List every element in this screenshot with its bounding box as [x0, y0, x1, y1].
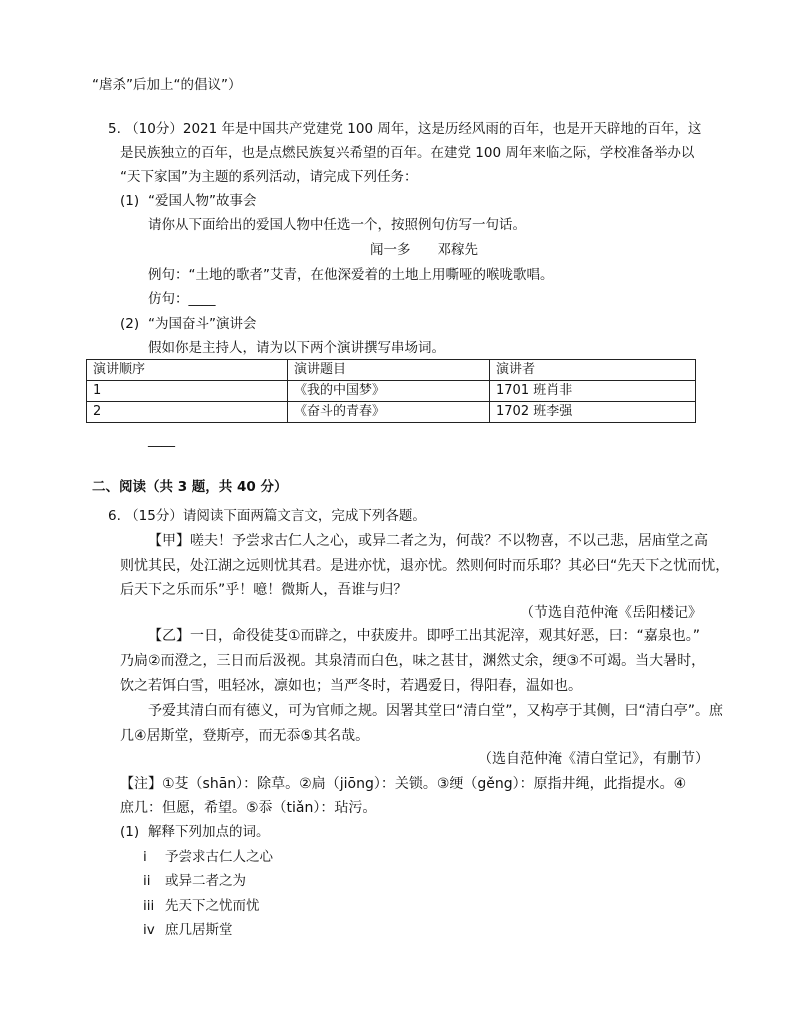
q6-intro: 6. （15分）请阅读下面两篇文言文，完成下列各题。	[108, 508, 426, 524]
table-row	[87, 381, 696, 402]
table-header-cell: 演讲者	[490, 360, 696, 381]
passage-jia-line-2: 则忧其民，处江湖之远则忧其君。是进亦忧，退亦忧。然则何时而乐耶？其必曰“先天下之忧而忧，	[120, 558, 730, 574]
annotation-line-2: 庶几：但愿，希望。⑤忝（tiǎn）：玷污。	[120, 800, 377, 816]
passage-yi-line-2: 乃扃②而澄之，三日而后汲视。其泉清而白色，味之甚甘，渊然丈余，绠③不可竭。当大暑时，	[120, 653, 706, 669]
table-cell: 《我的中国梦》	[288, 381, 490, 402]
passage-jia-line-3: 后天下之乐而乐”乎！噫！微斯人，吾谁与归？	[120, 582, 408, 598]
q5-sub1-title: “爱国人物”故事会	[148, 193, 257, 209]
passage-jia-line-1: 【甲】嗟夫！予尝求古仁人之心，或异二者之为，何哉？不以物喜，不以己悲，居庙堂之高	[148, 533, 708, 549]
q5-sub1-number: (1)	[120, 193, 140, 209]
vocab-item-text: 或异二者之为	[165, 873, 246, 889]
passage-yi-line-1: 【乙】一日，命役徒芟①而辟之，中获废井。即呼工出其泥滓，观其好恶，曰：“嘉泉也。”	[148, 628, 701, 644]
q6-sub1-number: (1)	[120, 824, 140, 840]
vocab-item-text: 庶几居斯堂	[165, 922, 233, 938]
table-cell: 2	[87, 402, 288, 423]
table-header-cell: 演讲顺序	[87, 360, 288, 381]
q5-stem-line-1: 5. （10分）2021 年是中国共产党建党 100 周年，这是历经风雨的百年，也是开天辟地的百年，这	[108, 121, 702, 137]
q5-sub2-instruction: 假如你是主持人，请为以下两个演讲撰写串场词。	[148, 340, 445, 356]
table-cell: 《奋斗的青春》	[288, 402, 490, 423]
vocab-item-numeral: iii	[143, 898, 155, 914]
q5-sub2-number: (2)	[120, 316, 140, 332]
table-cell: 1701 班肖非	[490, 381, 696, 402]
passage-yi-source: （选自范仲淹《清白堂记》，有删节）	[478, 751, 709, 767]
vocab-item-text: 予尝求古仁人之心	[165, 849, 273, 865]
table-cell: 1	[87, 381, 288, 402]
section-heading: 二、阅读（共 3 题，共 40 分）	[92, 479, 288, 495]
q5-sub1-instruction: 请你从下面给出的爱国人物中任选一个，按照例句仿写一句话。	[148, 217, 526, 233]
annotation-line-1: 【注】①芟（shān）：除草。②扃（jiōng）：关锁。③绠（gěng）：原指井绳，此指提水。④	[120, 776, 687, 792]
q5-patriot-names: 闻一多 邓稼先	[370, 242, 478, 258]
passage-yi-line-4: 予爱其清白而有德义，可为官师之规。因署其堂曰“清白堂”，又构亭于其侧，曰“清白亭”。庶	[148, 703, 724, 719]
q5-stem-line-2: 是民族独立的百年，也是点燃民族复兴希望的百年。在建党 100 周年来临之际，学校准备举办以	[120, 145, 695, 161]
previous-question-tail: “虐杀”后加上“的倡议”）	[92, 77, 242, 93]
q5-answer-blank: ____	[148, 432, 175, 448]
passage-jia-source: （节选自范仲淹《岳阳楼记》	[520, 605, 702, 621]
q5-sub2-title: “为国奋斗”演讲会	[148, 316, 257, 332]
q5-stem-line-3: “天下家国”为主题的系列活动，请完成下列任务：	[120, 169, 418, 185]
vocab-item-numeral: iv	[143, 922, 155, 938]
table-header-cell: 演讲题目	[288, 360, 490, 381]
speech-schedule-table	[86, 359, 696, 423]
vocab-item-text: 先天下之忧而忧	[165, 898, 260, 914]
q5-example-sentence: 例句：“土地的歌者”艾青，在他深爱着的土地上用嘶哑的喉咙歌唱。	[148, 267, 554, 283]
passage-yi-line-3: 饮之若饵白雪，咀轻冰，凛如也；当严冬时，若遇爱日，得阳春，温如也。	[120, 678, 582, 694]
table-cell: 1702 班李强	[490, 402, 696, 423]
vocab-item-numeral: i	[143, 849, 147, 865]
table-header-row	[87, 360, 696, 381]
passage-yi-line-5: 几④居斯堂，登斯亭，而无忝⑤其名哉。	[120, 728, 370, 744]
table-row	[87, 402, 696, 423]
q6-sub1-text: 解释下列加点的词。	[148, 824, 270, 840]
q5-imitation-blank: 仿句：____	[148, 291, 216, 307]
vocab-item-numeral: ii	[143, 873, 151, 889]
